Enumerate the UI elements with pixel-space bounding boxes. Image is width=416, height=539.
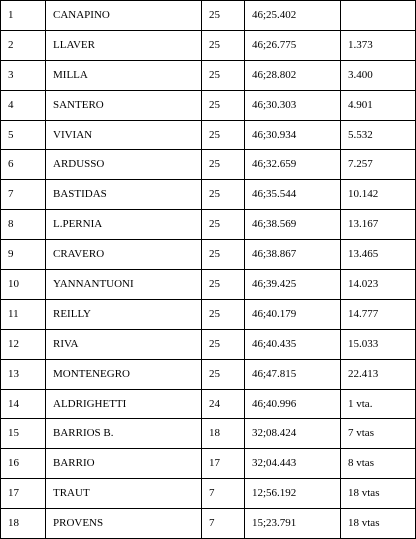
- position-cell: 6: [1, 150, 46, 180]
- gap-cell: 14.023: [341, 270, 416, 300]
- race-time-cell: 32;08.424: [245, 419, 341, 449]
- table-row: [1, 419, 416, 449]
- race-time-cell: 46;28.802: [245, 60, 341, 90]
- position-cell: 18: [1, 509, 46, 539]
- table-row: [1, 479, 416, 509]
- table-row: [1, 210, 416, 240]
- race-time-cell: 46;38.867: [245, 240, 341, 270]
- gap-cell: 7.257: [341, 150, 416, 180]
- gap-cell: 13.465: [341, 240, 416, 270]
- driver-name-cell: SANTERO: [46, 90, 202, 120]
- laps-cell: 25: [202, 299, 245, 329]
- laps-cell: 25: [202, 240, 245, 270]
- driver-name-cell: BARRIO: [46, 449, 202, 479]
- laps-cell: 25: [202, 329, 245, 359]
- gap-cell: 22.413: [341, 359, 416, 389]
- driver-name-cell: BARRIOS B.: [46, 419, 202, 449]
- position-cell: 7: [1, 180, 46, 210]
- position-cell: 14: [1, 389, 46, 419]
- laps-cell: 7: [202, 509, 245, 539]
- driver-name-cell: BASTIDAS: [46, 180, 202, 210]
- table-row: [1, 30, 416, 60]
- race-time-cell: 46;35.544: [245, 180, 341, 210]
- position-cell: 9: [1, 240, 46, 270]
- gap-cell: 10.142: [341, 180, 416, 210]
- driver-name-cell: LLAVER: [46, 30, 202, 60]
- position-cell: 12: [1, 329, 46, 359]
- laps-cell: 25: [202, 150, 245, 180]
- driver-name-cell: REILLY: [46, 299, 202, 329]
- driver-name-cell: RIVA: [46, 329, 202, 359]
- driver-name-cell: ALDRIGHETTI: [46, 389, 202, 419]
- position-cell: 11: [1, 299, 46, 329]
- driver-name-cell: VIVIAN: [46, 120, 202, 150]
- gap-cell: 7 vtas: [341, 419, 416, 449]
- table-row: [1, 240, 416, 270]
- gap-cell: 8 vtas: [341, 449, 416, 479]
- race-time-cell: 46;40.996: [245, 389, 341, 419]
- position-cell: 17: [1, 479, 46, 509]
- laps-cell: 25: [202, 180, 245, 210]
- laps-cell: 24: [202, 389, 245, 419]
- position-cell: 3: [1, 60, 46, 90]
- laps-cell: 7: [202, 479, 245, 509]
- gap-cell: 13.167: [341, 210, 416, 240]
- gap-cell: 1.373: [341, 30, 416, 60]
- table-row: [1, 270, 416, 300]
- table-row: [1, 359, 416, 389]
- driver-name-cell: MILLA: [46, 60, 202, 90]
- table-row: [1, 329, 416, 359]
- position-cell: 13: [1, 359, 46, 389]
- laps-cell: 18: [202, 419, 245, 449]
- laps-cell: 25: [202, 1, 245, 31]
- driver-name-cell: L.PERNIA: [46, 210, 202, 240]
- race-time-cell: 15;23.791: [245, 509, 341, 539]
- race-time-cell: 46;39.425: [245, 270, 341, 300]
- table-row: [1, 389, 416, 419]
- results-table-body: [1, 1, 416, 539]
- laps-cell: 25: [202, 120, 245, 150]
- laps-cell: 25: [202, 90, 245, 120]
- position-cell: 8: [1, 210, 46, 240]
- gap-cell: 1 vta.: [341, 389, 416, 419]
- race-time-cell: 46;40.179: [245, 299, 341, 329]
- race-time-cell: 46;25.402: [245, 1, 341, 31]
- laps-cell: 25: [202, 210, 245, 240]
- race-time-cell: 46;32.659: [245, 150, 341, 180]
- race-time-cell: 32;04.443: [245, 449, 341, 479]
- table-row: [1, 120, 416, 150]
- race-time-cell: 12;56.192: [245, 479, 341, 509]
- table-row: [1, 509, 416, 539]
- race-time-cell: 46;40.435: [245, 329, 341, 359]
- table-row: [1, 180, 416, 210]
- gap-cell: 5.532: [341, 120, 416, 150]
- table-row: [1, 90, 416, 120]
- race-time-cell: 46;30.934: [245, 120, 341, 150]
- gap-cell: 4.901: [341, 90, 416, 120]
- driver-name-cell: PROVENS: [46, 509, 202, 539]
- driver-name-cell: TRAUT: [46, 479, 202, 509]
- laps-cell: 17: [202, 449, 245, 479]
- laps-cell: 25: [202, 270, 245, 300]
- driver-name-cell: CANAPINO: [46, 1, 202, 31]
- laps-cell: 25: [202, 359, 245, 389]
- driver-name-cell: MONTENEGRO: [46, 359, 202, 389]
- table-row: [1, 60, 416, 90]
- driver-name-cell: CRAVERO: [46, 240, 202, 270]
- gap-cell: 18 vtas: [341, 509, 416, 539]
- race-time-cell: 46;38.569: [245, 210, 341, 240]
- race-time-cell: 46;26.775: [245, 30, 341, 60]
- table-row: [1, 449, 416, 479]
- position-cell: 5: [1, 120, 46, 150]
- gap-cell: 18 vtas: [341, 479, 416, 509]
- race-time-cell: 46;30.303: [245, 90, 341, 120]
- table-row: [1, 1, 416, 31]
- position-cell: 16: [1, 449, 46, 479]
- gap-cell: [341, 1, 416, 31]
- driver-name-cell: ARDUSSO: [46, 150, 202, 180]
- gap-cell: 3.400: [341, 60, 416, 90]
- laps-cell: 25: [202, 30, 245, 60]
- race-time-cell: 46;47.815: [245, 359, 341, 389]
- position-cell: 1: [1, 1, 46, 31]
- driver-name-cell: YANNANTUONI: [46, 270, 202, 300]
- position-cell: 4: [1, 90, 46, 120]
- gap-cell: 15.033: [341, 329, 416, 359]
- table-row: [1, 150, 416, 180]
- laps-cell: 25: [202, 60, 245, 90]
- position-cell: 10: [1, 270, 46, 300]
- table-row: [1, 299, 416, 329]
- position-cell: 15: [1, 419, 46, 449]
- gap-cell: 14.777: [341, 299, 416, 329]
- position-cell: 2: [1, 30, 46, 60]
